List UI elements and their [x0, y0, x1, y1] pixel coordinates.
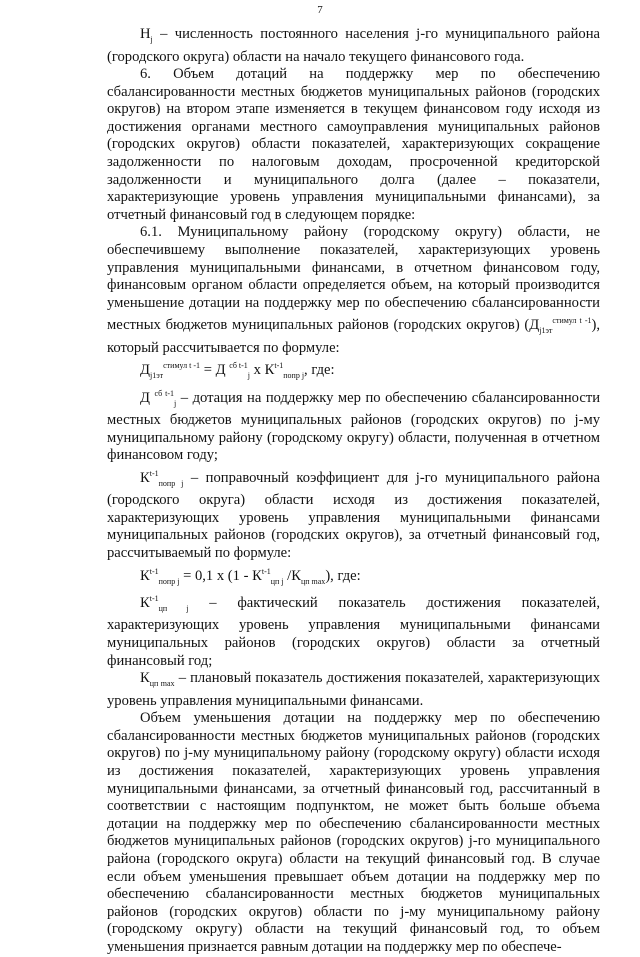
- definition-text: – дотация на поддержку мер по обеспечению сбалансированности местных бюджетов муниципальных районов (городских округов) по j-му муниципальному району (городскому округу) области, полученная в отчетном финансовом году;: [107, 389, 601, 464]
- paragraph-text: – численность постоянного населения j-го муниципального района (городского округа) области на начало текущего финансового года.: [107, 26, 600, 65]
- paragraph-section-6-1: [107, 224, 600, 357]
- superscript: t-1: [149, 593, 159, 603]
- subscript: j1эт: [539, 326, 553, 336]
- formula-tail: , где:: [304, 362, 335, 379]
- paragraph-section-6: 6. Объем дотаций на поддержку мер по обеспечению сбалансированности местных бюджетов муниципальных районов (городских округов) на втором этапе изменяется в текущем финансовом году исходя из достижения органами местного самоуправления муниципальных районов (городских округов) области показателей, характеризующих сокращение задолженности по налоговым доходам, просроченной кредиторской задолженности и муниципального долга (далее – показатели, характеризующие уровень управления муниципальными финансами), за отчетный финансовый год в следующем порядке:: [107, 66, 600, 223]
- superscript: t-1: [149, 468, 159, 478]
- paragraph-text: 6.1. Муниципальному району (городскому округу) области, не обеспечившему выполнение показателей, характеризующих уровень управления муниципальными финансами, в отчетном финансовом году, финансовым органом области определяется объем, на который производится уменьшение дотации на поддержку мер по обеспечению сбалансированности местных бюджетов муниципальных районов (городских округов) (Д: [107, 224, 600, 334]
- superscript: t-1: [149, 566, 159, 576]
- subscript: попр j: [158, 478, 184, 488]
- definition-text: – поправочный коэффициент для j-го муниципального района (городского округа) области исходя из достижения показателей, характеризующих уровень управления муниципальными финансами муниципальных районов (городских округов), за отчетный финансовый год, рассчитываемый по формуле:: [107, 469, 600, 561]
- subscript: j: [150, 34, 153, 44]
- formula-symbol: К: [140, 567, 150, 584]
- paragraph-tail: ), который рассчитывается по формуле:: [107, 317, 600, 356]
- formula-symbol: К: [140, 670, 150, 687]
- formula-operator: /К: [283, 567, 301, 584]
- subscript: цп max: [149, 679, 175, 688]
- definition-correction-coefficient: [107, 465, 600, 563]
- formula-reduction-volume: [107, 357, 600, 384]
- definition-actual-indicator: [107, 590, 600, 670]
- subscript: цп max: [300, 576, 326, 586]
- definition-text: – фактический показатель достижения показателей, характеризующих уровень управления муниципальными финансами муниципальных районов (городских округов) области за отчетный финансовый год;: [107, 594, 600, 669]
- paragraph-reduction-limit: Объем уменьшения дотации на поддержку мер по обеспечению сбалансированности местных бюджетов муниципальных районов (городских округов) по j-му муниципальному району (городскому округу) области исходя из достижения показателей, характеризующих уровень управления муниципальными финансами, за отчетный финансовый год, рассчитанный в соответствии с настоящим подпунктом, не может быть больше объема дотации на поддержку мер по обеспечению сбалансированности местных бюджетов муниципальных районов (городских округов) j-го муниципального района (городского округа) области на текущий финансовый год. В случае если объем уменьшения превышает объем дотации на поддержку мер по обеспечению сбалансированности местных бюджетов муниципальных районов (городских округов) области по j-му муниципальному району (городскому округу) области на текущий финансовый год, то объем уменьшения признается равным дотации на поддержку мер по обеспече-: [107, 710, 600, 955]
- definition-subsidy: [107, 385, 600, 465]
- page-number: 7: [317, 4, 323, 16]
- formula-symbol: К: [140, 469, 150, 486]
- subscript: цп j: [158, 603, 189, 613]
- superscript: сб t-1: [154, 388, 174, 398]
- formula-symbol: К: [140, 594, 150, 611]
- subscript: цп j: [270, 576, 284, 586]
- subscript: j1эт: [149, 371, 164, 381]
- subscript: попр j: [158, 576, 180, 586]
- formula-tail: ), где:: [325, 567, 361, 584]
- paragraph-population-definition: [107, 26, 600, 66]
- superscript: стимул t -1: [163, 361, 201, 371]
- definition-planned-indicator: [107, 670, 600, 710]
- superscript: t-1: [261, 566, 271, 576]
- subscript: попр j: [283, 371, 305, 381]
- subscript: j: [174, 398, 177, 408]
- superscript: t-1: [274, 361, 284, 371]
- definition-text: – плановый показатель достижения показателей, характеризующих уровень управления муниципальными финансами.: [107, 670, 600, 709]
- symbol-h: Н: [140, 26, 151, 42]
- formula-symbol: Д: [140, 389, 155, 406]
- formula-operator: = Д: [200, 362, 230, 379]
- superscript: стимул t -1: [552, 316, 592, 326]
- document-body: [107, 26, 600, 957]
- formula-symbol: Д: [140, 362, 150, 379]
- superscript: сб t-1: [229, 361, 248, 371]
- formula-operator: = 0,1 х (1 - К: [179, 567, 262, 584]
- subscript: j: [247, 371, 251, 381]
- formula-operator: х К: [250, 362, 275, 379]
- formula-correction-coefficient: [107, 563, 600, 590]
